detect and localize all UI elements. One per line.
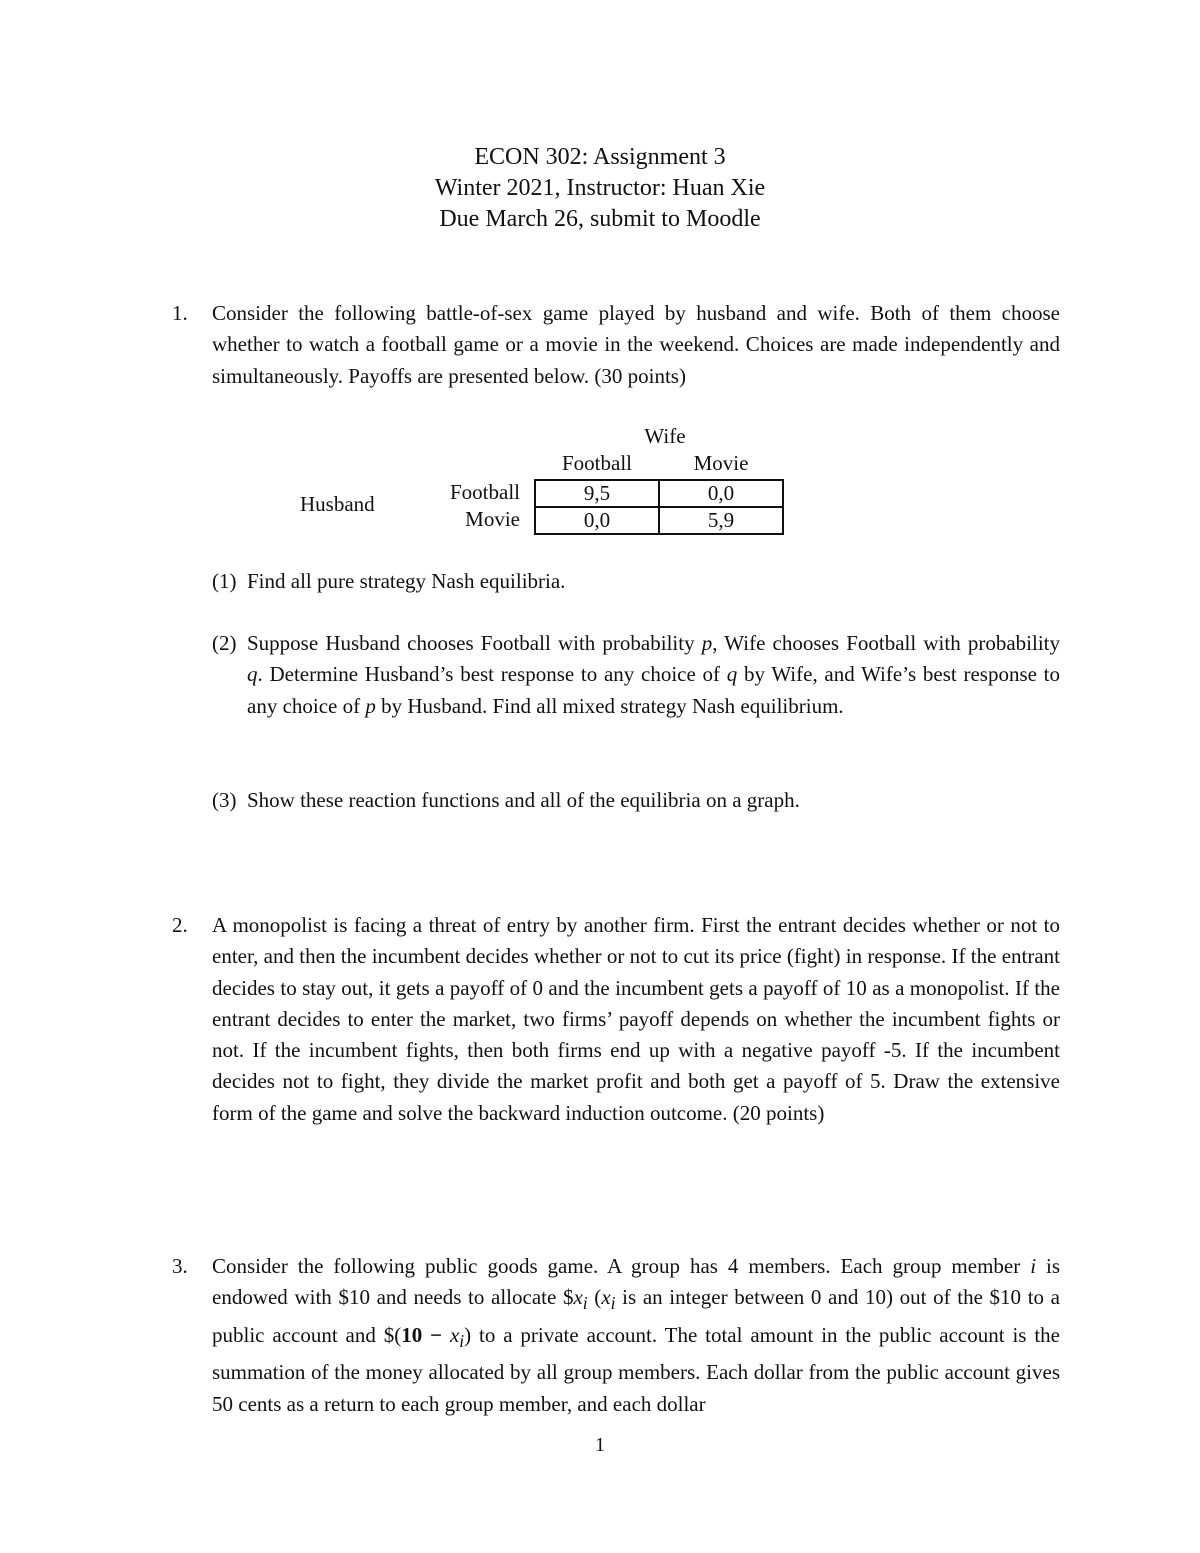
math-var-x: x <box>449 1322 460 1347</box>
payoff-matrix <box>534 479 784 535</box>
term-instructor: Winter 2021, Instructor: Huan Xie <box>434 175 766 201</box>
math-ten-minus: 10 − <box>401 1322 450 1347</box>
column-header-football: Football <box>561 451 632 475</box>
row-header-football: Football <box>449 480 520 504</box>
question-text: Consider the following battle-of-sex game played by husband and wife. Both of them choose whether to watch a football game or a movie in the weekend. Choices are made independently and simultaneously. Payoffs are presented below. (30 points) <box>212 301 1060 388</box>
math-subscript-i: i <box>610 1293 616 1314</box>
question-number: 2. <box>172 913 188 937</box>
subquestion-number: (1) <box>212 569 237 593</box>
row-header-movie: Movie <box>465 507 520 531</box>
math-var-x: x <box>601 1285 611 1310</box>
assignment-title: ECON 302: Assignment 3 <box>474 144 726 170</box>
subquestion-number: (2) <box>212 631 237 655</box>
math-var-p: p <box>701 631 713 655</box>
question-text: Consider the following public goods game. A group has 4 members. Each group member i is endowed with $10 and needs to allocate $\$x_i$ ($x_i$ is an integer between 0 and 10) out of the $10 to a public account and $(10 − $x_i$) to a private account. The total amount in the public account is the summation of the money allocated by all group members. Each dollar from the public account gives 50 cents as a return to each group member, and each dollar <box>212 1254 1061 1416</box>
math-var-x: x <box>573 1285 583 1310</box>
payoff-cell: 9,5 <box>535 480 659 507</box>
page-number: 1 <box>595 1434 605 1456</box>
payoff-cell: 5,9 <box>659 507 783 534</box>
math-var-p: p <box>365 693 376 718</box>
subquestion-number: (3) <box>212 788 237 812</box>
question-2 <box>172 910 1060 1129</box>
question-1 <box>172 298 1060 392</box>
question-3 <box>172 1251 1060 1420</box>
column-player-label: Wife <box>644 424 686 448</box>
payoff-row <box>535 480 783 507</box>
due-date: Due March 26, submit to Moodle <box>439 206 761 232</box>
question-text: A monopolist is facing a threat of entry by another firm. First the entrant decides whether or not to enter, and then the incumbent decides whether or not to cut its price (fight) in response. If the entrant decides to stay out, it gets a payoff of 0 and the incumbent gets a payoff of 10 as a monopolist. If the entrant decides to enter the market, two firms’ payoff depends on whether the incumbent fights or not. If the incumbent fights, then both firms end up with a negative payoff -5. If the incumbent decides not to fight, they divide the market profit and both get a payoff of 5. Draw the extensive form of the game and solve the backward induction outcome. (20 points) <box>212 913 1060 1125</box>
math-var-i: i <box>1030 1254 1037 1278</box>
math-subscript-i: i <box>582 1293 588 1314</box>
payoff-cell: 0,0 <box>535 507 659 534</box>
question-number: 1. <box>172 301 188 325</box>
subquestion-text: Show these reaction functions and all of the equilibria on a graph. <box>247 788 800 812</box>
subquestion-1 <box>212 566 1060 597</box>
assignment-header <box>0 142 1200 235</box>
subquestion-3 <box>212 785 1060 816</box>
column-header-movie: Movie <box>693 451 749 475</box>
math-var-q: q <box>247 662 258 687</box>
payoff-cell: 0,0 <box>659 480 783 507</box>
payoff-row <box>535 507 783 534</box>
row-player-label: Husband <box>300 492 375 516</box>
math-subscript-i: i <box>459 1330 465 1351</box>
question-number: 3. <box>172 1254 188 1278</box>
math-var-q: q <box>726 662 738 687</box>
subquestion-text: Suppose Husband chooses Football with probability p, Wife chooses Football with probability q. Determine Husband’s best response to any choice of q by Wife, and Wife’s best response to any choice of p by Husband. Find all mixed strategy Nash equilibrium. <box>247 631 1061 718</box>
subquestion-text: Find all pure strategy Nash equilibria. <box>247 569 566 593</box>
subquestion-2 <box>212 628 1060 722</box>
